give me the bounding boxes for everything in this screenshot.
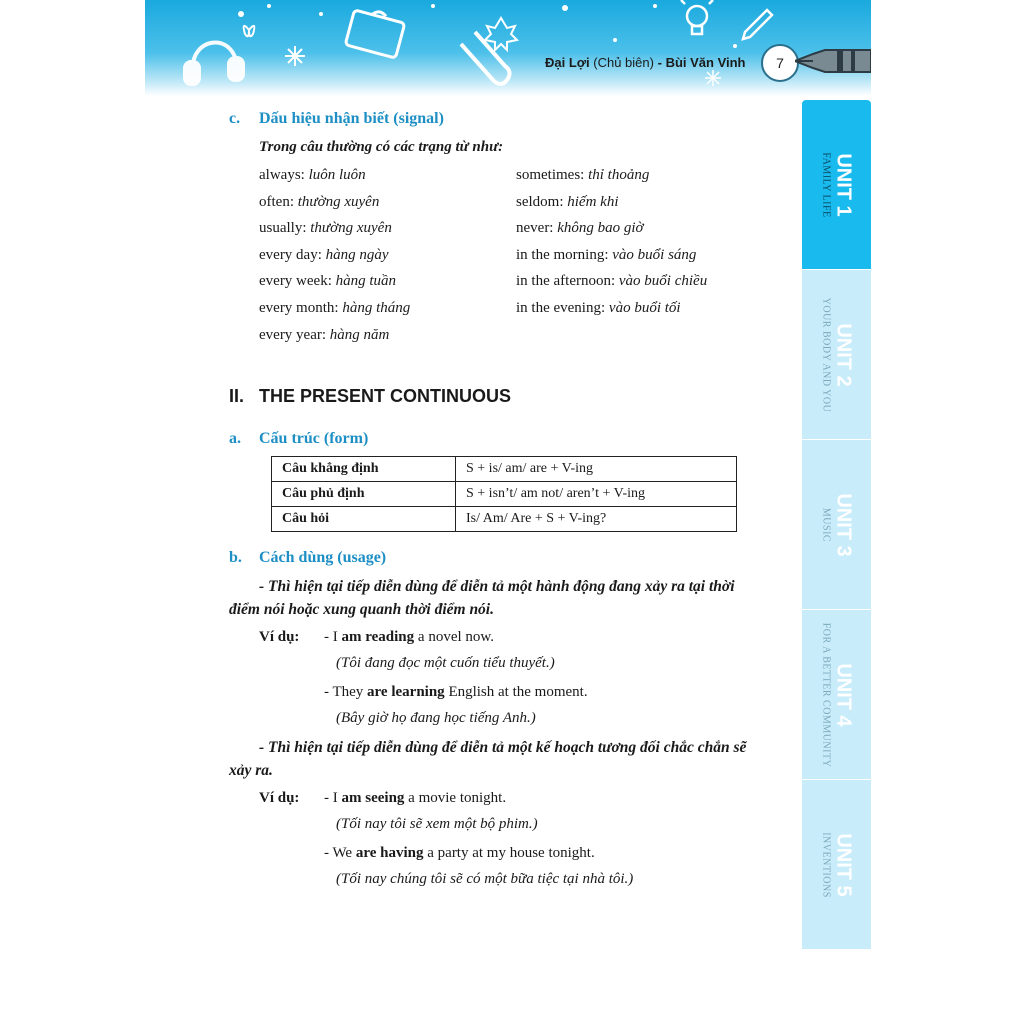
example-label: Ví dụ: (259, 629, 300, 645)
signal-word-en: every year: (259, 326, 327, 343)
author-lead: Đại Lợi (545, 55, 590, 70)
section-heading (229, 386, 511, 407)
butterfly-icon (244, 26, 255, 36)
example-verb: am seeing (341, 790, 405, 806)
headphones-icon (185, 42, 243, 84)
author-role: (Chủ biên) (593, 55, 654, 70)
signal-word-vi: hàng tháng (342, 300, 411, 316)
example-sentence (324, 629, 494, 646)
signal-word-vi: vào buổi sáng (612, 246, 697, 263)
signal-item (259, 300, 410, 317)
lightbulb-icon (681, 0, 713, 34)
signal-word-en: usually: (259, 220, 307, 237)
example-label: Ví dụ: (259, 790, 300, 806)
signal-item (516, 220, 644, 237)
signal-item (259, 327, 389, 344)
unit-tab-number: UNIT 4 (832, 662, 854, 727)
author-separator: - (657, 55, 662, 70)
example-translation: (Bây giờ họ đang học tiếng Anh.) (336, 710, 536, 726)
example-text: - We (324, 845, 356, 861)
unit-tab-title: INVENTIONS (820, 831, 831, 898)
unit-tab-title: YOUR BODY AND YOU (820, 297, 831, 412)
unit-tab-bar (802, 100, 871, 950)
table-cell-formula: S + isn’t/ am not/ aren’t + V-ing (456, 482, 737, 507)
unit-tab-2[interactable] (802, 270, 871, 440)
example-verb: am reading (341, 629, 415, 645)
leaf-icon (485, 18, 517, 50)
signal-word-vi: hiếm khi (567, 193, 619, 210)
section-letter: c. (229, 110, 241, 127)
signal-item (259, 167, 366, 184)
unit-tab-number: UNIT 5 (832, 832, 854, 897)
section-title: Cách dùng (usage) (259, 549, 387, 566)
example-translation: (Tối nay tôi sẽ xem một bộ phim.) (336, 816, 538, 832)
signal-item (516, 167, 649, 184)
table-cell-formula: S + is/ am/ are + V-ing (456, 457, 737, 482)
example-verb: are having (355, 845, 424, 861)
example-sentence (324, 684, 588, 701)
signal-item (259, 273, 396, 290)
author-credit (545, 55, 746, 70)
unit-tab-5[interactable] (802, 780, 871, 950)
signal-word-vi: vào buổi chiều (618, 273, 708, 290)
signal-word-en: every month: (259, 300, 339, 316)
snowflake-icon (285, 46, 305, 66)
signal-word-vi: luôn luôn (308, 167, 366, 183)
signal-item (516, 247, 696, 264)
signal-item (516, 300, 681, 317)
example-text: a novel now. (414, 629, 494, 645)
example-text: - I (324, 629, 342, 645)
table-cell-label: Câu hỏi (272, 507, 456, 532)
table-cell-label: Câu phủ định (272, 482, 456, 507)
signal-item (259, 247, 389, 264)
unit-tab-4[interactable] (802, 610, 871, 780)
unit-tab-3[interactable] (802, 440, 871, 610)
unit-tab-title: MUSIC (820, 507, 831, 542)
section-title: Dấu hiệu nhận biết (signal) (259, 110, 444, 127)
section-letter: a. (229, 430, 241, 447)
table-row (272, 482, 737, 507)
signal-word-vi: thường xuyên (310, 220, 392, 237)
table-row (272, 507, 737, 532)
example-text: - I (324, 790, 342, 806)
section-letter: b. (229, 549, 242, 566)
signal-word-vi: thỉ thoảng (588, 167, 650, 183)
signal-item (259, 194, 379, 211)
signal-word-vi: hàng tuần (335, 273, 397, 290)
signal-item (516, 273, 707, 290)
signal-word-en: every week: (259, 273, 332, 290)
page-number: 7 (761, 44, 799, 82)
usage-paragraph-1-line-1: - Thì hiện tại tiếp diễn dùng để diễn tả một hành động đang xảy ra tại thời (259, 578, 735, 595)
unit-tab-number: UNIT 3 (832, 492, 854, 557)
section-number: II. (229, 386, 245, 406)
unit-tab-number: UNIT 2 (832, 322, 854, 387)
signal-word-en: seldom: (516, 193, 564, 210)
example-text: - They (324, 684, 368, 700)
snowflake-icon (705, 70, 721, 86)
table-row (272, 457, 737, 482)
fountain-pen-icon (795, 44, 871, 78)
example-sentence (324, 845, 595, 862)
signal-intro: Trong câu thường có các trạng từ như: (259, 139, 504, 155)
signal-word-en: in the morning: (516, 246, 609, 263)
signal-word-vi: thường xuyên (297, 193, 380, 210)
pencil-icon (743, 10, 772, 39)
section-title: Cấu trúc (form) (259, 430, 369, 447)
example-sentence (324, 790, 506, 807)
example-translation: (Tôi đang đọc một cuốn tiểu thuyết.) (336, 655, 555, 671)
example-verb: are learning (367, 684, 445, 700)
example-translation: (Tối nay chúng tôi sẽ có một bữa tiệc tại nhà tôi.) (336, 871, 634, 887)
form-heading (229, 430, 368, 448)
signal-word-en: in the afternoon: (516, 273, 616, 290)
signal-heading (229, 110, 444, 128)
usage-paragraph-2-line-2: xảy ra. (229, 762, 273, 779)
example-text: a party at my house tonight. (423, 845, 595, 861)
unit-tab-number: UNIT 1 (832, 152, 854, 217)
signal-word-en: sometimes: (516, 167, 585, 183)
table-cell-formula: Is/ Am/ Are + S + V-ing? (456, 507, 737, 532)
signal-word-en: never: (516, 220, 554, 237)
form-table (271, 456, 737, 532)
signal-word-en: often: (259, 193, 294, 210)
usage-heading (229, 549, 386, 567)
page-header-banner (145, 0, 871, 96)
author-second: Bùi Văn Vinh (665, 55, 746, 70)
briefcase-icon (345, 10, 405, 58)
example-text: English at the moment. (444, 684, 588, 700)
example-text: a movie tonight. (404, 790, 507, 806)
signal-word-vi: hàng ngày (325, 246, 389, 263)
section-title: THE PRESENT CONTINUOUS (259, 386, 512, 406)
unit-tab-1[interactable] (802, 100, 871, 270)
signal-word-vi: không bao giờ (557, 220, 644, 237)
unit-tab-title: FOR A BETTER COMMUNITY (820, 622, 831, 767)
usage-paragraph-2-line-1: - Thì hiện tại tiếp diễn dùng để diễn tả một kế hoạch tương đối chắc chắn sẽ (259, 739, 747, 756)
usage-paragraph-1-line-2: điểm nói hoặc xung quanh thời điểm nói. (229, 601, 494, 618)
signal-word-vi: vào buổi tối (608, 300, 681, 316)
signal-word-vi: hàng năm (329, 326, 390, 343)
signal-item (516, 194, 618, 211)
signal-word-en: every day: (259, 246, 322, 263)
signal-item (259, 220, 392, 237)
table-cell-label: Câu khẳng định (272, 457, 456, 482)
decorative-doodles (145, 0, 871, 96)
unit-tab-title: FAMILY LIFE (820, 151, 831, 218)
signal-word-en: always: (259, 167, 305, 183)
signal-word-en: in the evening: (516, 300, 606, 316)
